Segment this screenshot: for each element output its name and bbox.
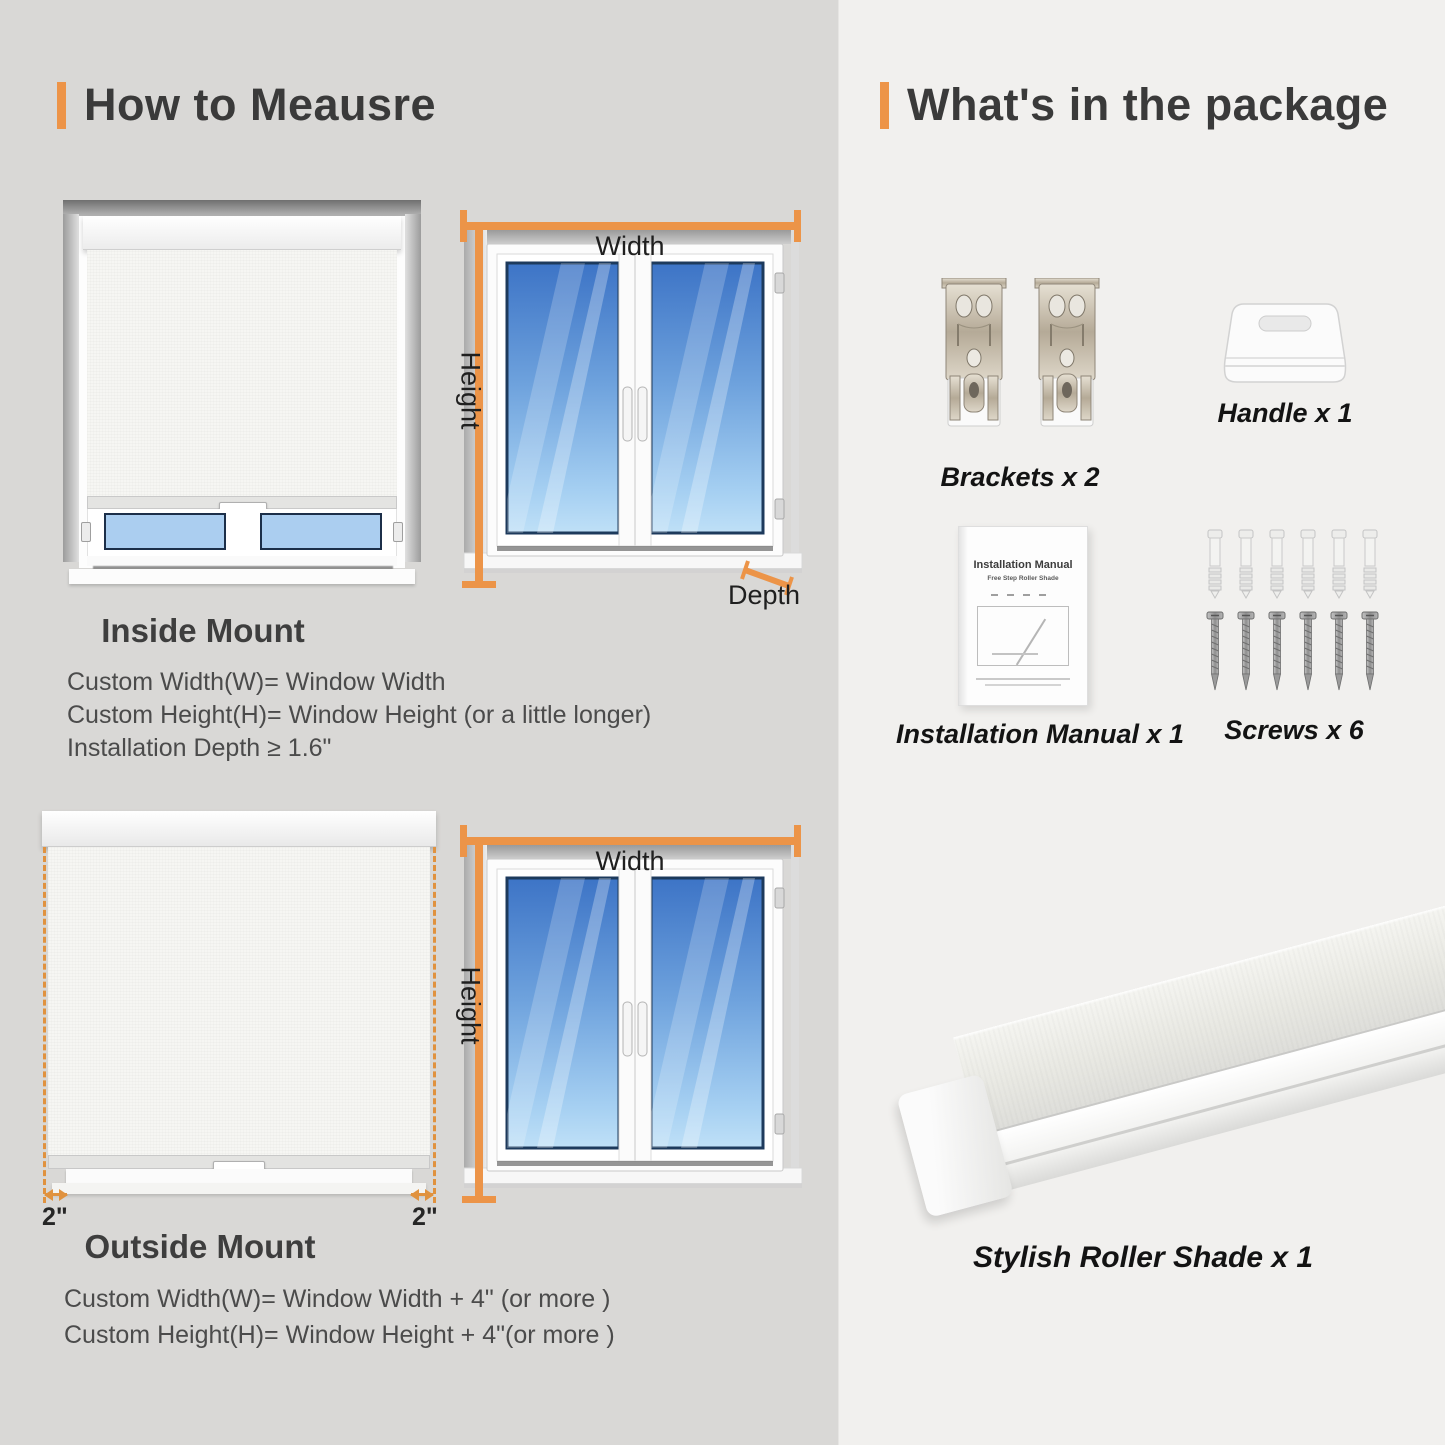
recess-left-wall (63, 214, 79, 562)
handle-label: Handle x 1 (1217, 398, 1353, 428)
screws-label: Screws x 6 (1224, 715, 1364, 745)
dashed-guide-left (43, 847, 46, 1203)
depth-label: Depth (727, 580, 801, 610)
inside-mount-note-3: Installation Depth ≥ 1.6" (67, 734, 332, 762)
manual-cover-title: Installation Manual (973, 559, 1073, 571)
screws-illustration (1205, 528, 1395, 693)
outside-mount-illustration (40, 805, 440, 1233)
recess-right-wall (405, 214, 421, 562)
inside-mount-note-2: Custom Height(H)= Window Height (or a little longer) (67, 701, 652, 729)
manual-cover-subtitle: Free Step Roller Shade (987, 575, 1059, 582)
left-section-title (57, 79, 436, 131)
outside-mount-note-1: Custom Width(W)= Window Width + 4" (or more ) (64, 1285, 611, 1313)
window-sill (69, 569, 415, 584)
offset-label-right: 2" (412, 1203, 438, 1231)
window-bottom-rail (87, 556, 397, 566)
window-pane-right (260, 513, 382, 550)
outside-mount-heading: Outside Mount (84, 1228, 316, 1265)
height-label: Height (455, 351, 486, 430)
manual-cover-diagram (977, 606, 1069, 666)
orange-accent-bar (880, 82, 889, 129)
shade-fabric (87, 250, 397, 498)
package-title: What's in the package (907, 79, 1389, 130)
width-label: Width (595, 231, 665, 261)
how-to-measure-title: How to Meausre (84, 79, 437, 130)
window-side-handle-left (81, 522, 91, 542)
offset-arrow-left (45, 1193, 67, 1196)
height-label: Height (455, 966, 486, 1045)
window-peek (87, 509, 397, 557)
shade-cassette (83, 216, 401, 250)
right-section-title (880, 79, 1388, 131)
manual-cover-figures (991, 594, 1055, 596)
handle-illustration (1205, 298, 1365, 394)
inside-mount-heading: Inside Mount (101, 612, 305, 649)
recess-top-wall (63, 200, 421, 216)
window-diagram-top (448, 191, 838, 621)
manual-label: Installation Manual x 1 (895, 719, 1185, 749)
shade-label: Stylish Roller Shade x 1 (972, 1241, 1314, 1274)
window-side-handle-right (393, 522, 403, 542)
manual-illustration (958, 526, 1088, 706)
manual-cover-footline (985, 684, 1062, 686)
window-sill (66, 1169, 412, 1184)
window-stool (52, 1183, 426, 1194)
brackets-illustration (938, 278, 1108, 434)
window-diagram-bottom (448, 806, 838, 1236)
dashed-guide-right (433, 847, 436, 1203)
brackets-label: Brackets x 2 (940, 462, 1100, 492)
inside-mount-illustration (63, 200, 421, 592)
inside-mount-note-1: Custom Width(W)= Window Width (67, 668, 446, 696)
outside-mount-note-2: Custom Height(H)= Window Height + 4"(or more ) (64, 1321, 615, 1349)
shade-fabric (48, 847, 430, 1157)
window-pane-left (104, 513, 226, 550)
width-label: Width (595, 846, 665, 876)
offset-label-left: 2" (42, 1203, 68, 1231)
orange-accent-bar (57, 82, 66, 129)
shade-cassette (42, 811, 436, 847)
manual-cover-footline (976, 678, 1071, 680)
offset-arrow-right (411, 1193, 433, 1196)
